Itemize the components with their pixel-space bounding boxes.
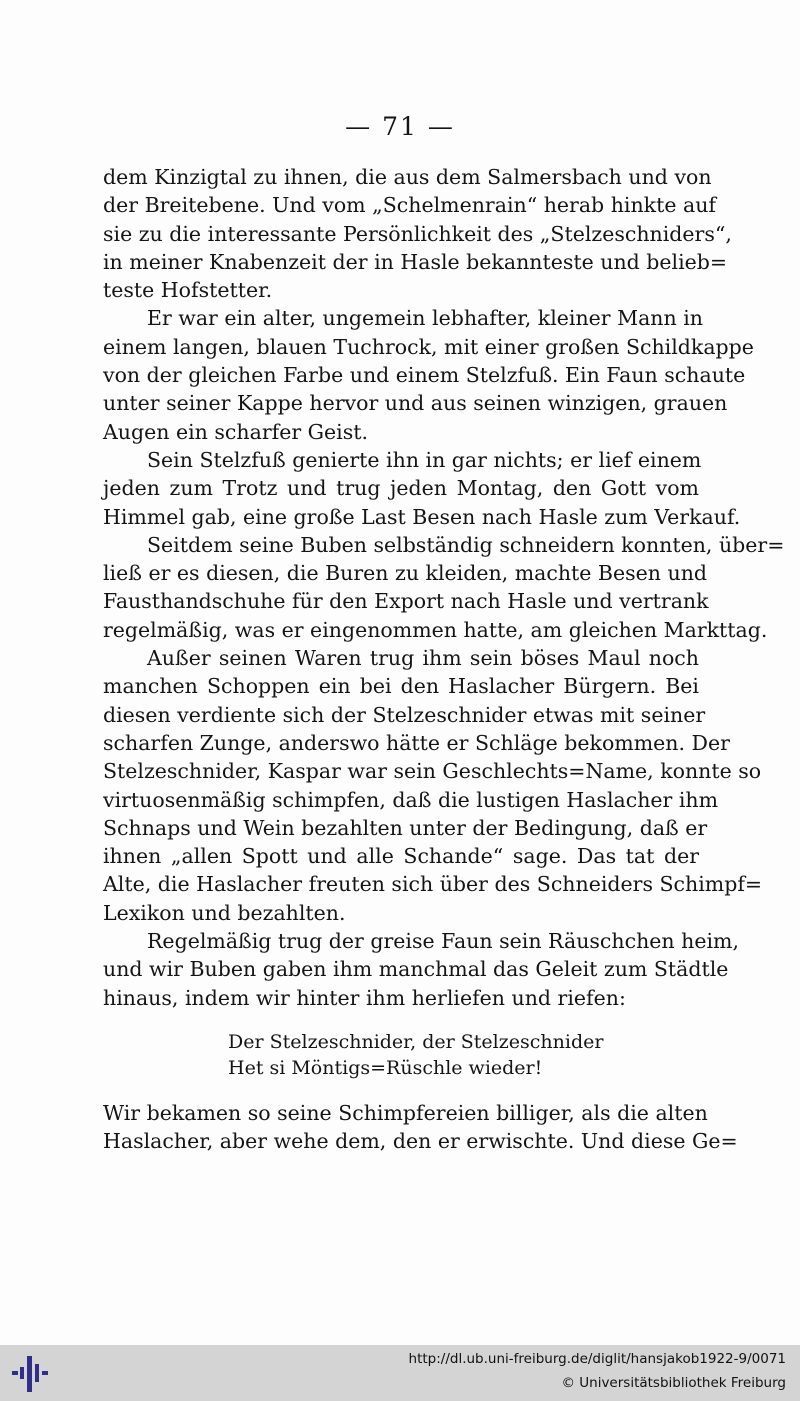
text-line: ihnen „allen Spott und alle Schande“ sage. Das tat der [103, 844, 699, 869]
text-line: unter seiner Kappe hervor und aus seinen winzigen, grauen [103, 391, 728, 416]
text-line: diesen verdiente sich der Stelzeschnider etwas mit seiner [103, 702, 706, 727]
copyright-notice: © Universitätsbibliothek Freiburg [561, 1375, 786, 1391]
body-text-continued [103, 1099, 738, 1156]
ub-freiburg-logo-icon [10, 1354, 50, 1394]
text-line: der Breitebene. Und vom „Schelmenrain“ herab hinkte auf [103, 193, 716, 218]
text-line: manchen Schoppen ein bei den Haslacher Bürgern. Bei [103, 674, 699, 699]
verse-line: Der Stelzeschnider, der Stelzeschnider [228, 1031, 604, 1053]
text-line: regelmäßig, was er eingenommen hatte, am gleichen Markttag. [103, 617, 768, 642]
text-line: Lexikon und bezahlten. [103, 900, 346, 925]
text-line: einem langen, blauen Tuchrock, mit einer großen Schildkappe [103, 334, 754, 359]
text-line: ließ er es diesen, die Buren zu kleiden, machte Besen und [103, 561, 708, 586]
text-line: scharfen Zunge, anderswo hätte er Schläge bekommen. Der [103, 730, 730, 755]
text-line: sie zu die interessante Persönlichkeit des „Stelzeschniders“, [103, 221, 732, 246]
text-line: und wir Buben gaben ihm manchmal das Geleit zum Städtle [103, 957, 729, 982]
text-line: Seitdem seine Buben selbständig schneidern konnten, über= [147, 532, 785, 557]
text-line: Himmel gab, eine große Last Besen nach Hasle zum Verkauf. [103, 504, 741, 529]
text-line: in meiner Knabenzeit der in Hasle bekannteste und belieb= [103, 249, 728, 274]
text-line: hinaus, indem wir hinter ihm herliefen und riefen: [103, 985, 626, 1010]
verse-block [228, 1029, 628, 1081]
permalink-url[interactable]: http://dl.ub.uni-freiburg.de/diglit/hansjakob1922-9/0071 [408, 1351, 786, 1367]
verse-line: Het si Möntigs=Rüschle wieder! [228, 1057, 543, 1079]
text-line: Schnaps und Wein bezahlten unter der Bedingung, daß er [103, 815, 708, 840]
text-line: Er war ein alter, ungemein lebhafter, kleiner Mann in [147, 306, 703, 331]
text-line: von der gleichen Farbe und einem Stelzfuß. Ein Faun schaute [103, 363, 746, 388]
footer-bar [0, 1345, 800, 1401]
body-text [103, 163, 785, 1012]
page-number: — 71 — [345, 112, 455, 141]
text-line: teste Hofstetter. [103, 278, 273, 303]
text-line: Regelmäßig trug der greise Faun sein Räuschchen heim, [147, 929, 739, 954]
text-line: Wir bekamen so seine Schimpfereien billiger, als die alten [103, 1101, 708, 1125]
text-line: dem Kinzigtal zu ihnen, die aus dem Salmersbach und von [103, 165, 712, 189]
text-line: virtuosenmäßig schimpfen, daß die lustigen Haslacher ihm [103, 787, 719, 812]
text-line: jeden zum Trotz und trug jeden Montag, den Gott vom [103, 476, 699, 501]
text-line: Fausthandschuhe für den Export nach Hasle und vertrank [103, 589, 709, 614]
text-line: Augen ein scharfer Geist. [103, 419, 368, 444]
text-line: Stelzeschnider, Kaspar war sein Geschlechts=Name, konnte so [103, 759, 762, 784]
text-line: Alte, die Haslacher freuten sich über des Schneiders Schimpf= [103, 872, 763, 897]
text-line: Außer seinen Waren trug ihm sein böses Maul noch [147, 646, 699, 671]
text-line: Sein Stelzfuß genierte ihn in gar nichts; er lief einem [147, 447, 702, 472]
text-line: Haslacher, aber wehe dem, den er erwischte. Und diese Ge= [103, 1129, 738, 1154]
